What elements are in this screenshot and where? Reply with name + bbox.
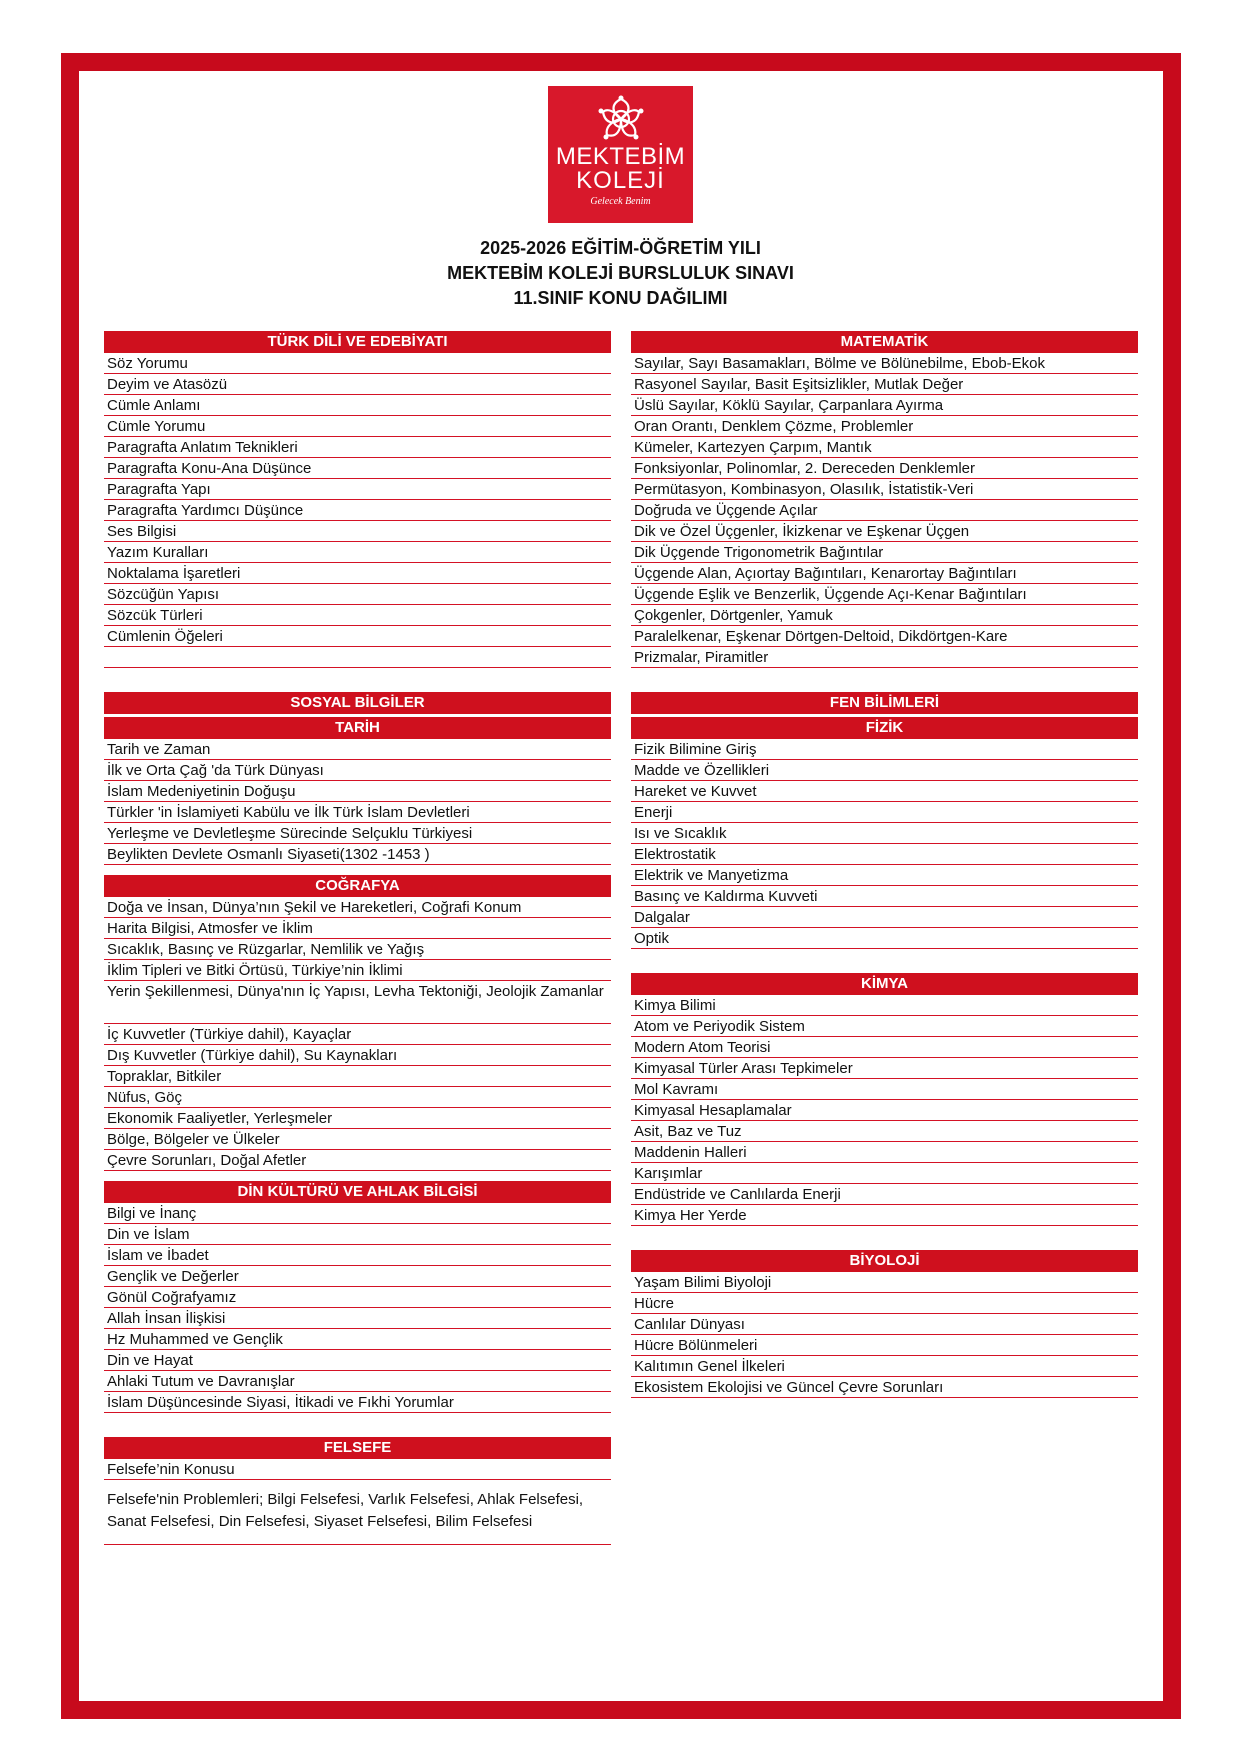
list-item: Gönül Coğrafyamız (104, 1287, 611, 1308)
list-item: Kimyasal Türler Arası Tepkimeler (631, 1058, 1138, 1079)
left-column (104, 331, 611, 1545)
subsection-header-fizik: FİZİK (631, 717, 1138, 739)
list-matematik (631, 353, 1138, 668)
list-item: Üçgende Eşlik ve Benzerlik, Üçgende Açı-Kenar Bağıntıları (631, 584, 1138, 605)
list-item: Ekosistem Ekolojisi ve Güncel Çevre Sorunları (631, 1377, 1138, 1398)
list-tarih (104, 739, 611, 865)
list-item: Paragrafta Anlatım Teknikleri (104, 437, 611, 458)
section-header-sosyal: SOSYAL BİLGİLER (104, 692, 611, 714)
list-item: İslam ve İbadet (104, 1245, 611, 1266)
list-item: Topraklar, Bitkiler (104, 1066, 611, 1087)
list-item: Türkler 'in İslamiyeti Kabülu ve İlk Türk İslam Devletleri (104, 802, 611, 823)
list-item: Üslü Sayılar, Köklü Sayılar, Çarpanlara Ayırma (631, 395, 1138, 416)
list-item: Endüstride ve Canlılarda Enerji (631, 1184, 1138, 1205)
list-felsefe (104, 1459, 611, 1545)
section-header-turk-dili: TÜRK DİLİ VE EDEBİYATI (104, 331, 611, 353)
list-cografya (104, 897, 611, 1171)
list-fizik (631, 739, 1138, 949)
list-item: Hücre Bölünmeleri (631, 1335, 1138, 1356)
list-item: Ekonomik Faaliyetler, Yerleşmeler (104, 1108, 611, 1129)
logo-slogan: Gelecek Benim (590, 196, 651, 207)
list-item: Asit, Baz ve Tuz (631, 1121, 1138, 1142)
list-item: Bilgi ve İnanç (104, 1203, 611, 1224)
list-item: İlk ve Orta Çağ 'da Türk Dünyası (104, 760, 611, 781)
list-item: Deyim ve Atasözü (104, 374, 611, 395)
list-item: Din ve İslam (104, 1224, 611, 1245)
list-item: Fizik Bilimine Giriş (631, 739, 1138, 760)
list-item: Karışımlar (631, 1163, 1138, 1184)
list-item: Prizmalar, Piramitler (631, 647, 1138, 668)
list-item: Sözcüğün Yapısı (104, 584, 611, 605)
list-item: Dış Kuvvetler (Türkiye dahil), Su Kaynakları (104, 1045, 611, 1066)
list-din (104, 1203, 611, 1413)
list-item: Basınç ve Kaldırma Kuvveti (631, 886, 1138, 907)
title-grade: 11.SINIF KONU DAĞILIMI (513, 288, 728, 308)
list-item: Din ve Hayat (104, 1350, 611, 1371)
list-item: Nüfus, Göç (104, 1087, 611, 1108)
list-item: Doğa ve İnsan, Dünya’nın Şekil ve Hareketleri, Coğrafi Konum (104, 897, 611, 918)
list-item: Kimya Her Yerde (631, 1205, 1138, 1226)
list-item: İç Kuvvetler (Türkiye dahil), Kayaçlar (104, 1024, 611, 1045)
section-header-felsefe: FELSEFE (104, 1437, 611, 1459)
list-item: Paragrafta Yapı (104, 479, 611, 500)
list-item: Paragrafta Yardımcı Düşünce (104, 500, 611, 521)
list-item: Harita Bilgisi, Atmosfer ve İklim (104, 918, 611, 939)
list-item: İslam Medeniyetinin Doğuşu (104, 781, 611, 802)
list-item: Tarih ve Zaman (104, 739, 611, 760)
list-item: Çevre Sorunları, Doğal Afetler (104, 1150, 611, 1171)
list-item: Yerin Şekillenmesi, Dünya'nın İç Yapısı, Levha Tektoniği, Jeolojik Zamanlar (104, 981, 611, 1024)
list-item: Sayılar, Sayı Basamakları, Bölme ve Bölünebilme, Ebob-Ekok (631, 353, 1138, 374)
list-item: Ahlaki Tutum ve Davranışlar (104, 1371, 611, 1392)
list-item: Yerleşme ve Devletleşme Sürecinde Selçuklu Türkiyesi (104, 823, 611, 844)
list-item: Çokgenler, Dörtgenler, Yamuk (631, 605, 1138, 626)
list-item: Dalgalar (631, 907, 1138, 928)
list-item: Cümlenin Öğeleri (104, 626, 611, 647)
list-item: Üçgende Alan, Açıortay Bağıntıları, Kenarortay Bağıntıları (631, 563, 1138, 584)
list-turk-dili (104, 353, 611, 668)
title-year: 2025-2026 EĞİTİM-ÖĞRETİM YILI (480, 238, 761, 258)
list-item: Dik Üçgende Trigonometrik Bağıntılar (631, 542, 1138, 563)
list-item: Noktalama İşaretleri (104, 563, 611, 584)
list-item: Fonksiyonlar, Polinomlar, 2. Dereceden Denklemler (631, 458, 1138, 479)
list-item: Hareket ve Kuvvet (631, 781, 1138, 802)
list-item: Paralelkenar, Eşkenar Dörtgen-Deltoid, Dikdörtgen-Kare (631, 626, 1138, 647)
list-item: Paragrafta Konu-Ana Düşünce (104, 458, 611, 479)
list-item: Atom ve Periyodik Sistem (631, 1016, 1138, 1037)
list-biyoloji (631, 1272, 1138, 1398)
list-item: Ses Bilgisi (104, 521, 611, 542)
right-column (631, 331, 1138, 1398)
list-item: Kimya Bilimi (631, 995, 1138, 1016)
list-item: Kalıtımın Genel İlkeleri (631, 1356, 1138, 1377)
subsection-header-cografya: COĞRAFYA (104, 875, 611, 897)
list-item: Gençlik ve Değerler (104, 1266, 611, 1287)
list-item: Felsefe’nin Konusu (104, 1459, 611, 1480)
list-item: Kimyasal Hesaplamalar (631, 1100, 1138, 1121)
list-item: Cümle Anlamı (104, 395, 611, 416)
list-item: Sözcük Türleri (104, 605, 611, 626)
list-item: Elektrik ve Manyetizma (631, 865, 1138, 886)
list-item: Hz Muhammed ve Gençlik (104, 1329, 611, 1350)
list-item: Rasyonel Sayılar, Basit Eşitsizlikler, Mutlak Değer (631, 374, 1138, 395)
subsection-header-biyoloji: BİYOLOJİ (631, 1250, 1138, 1272)
list-item: Söz Yorumu (104, 353, 611, 374)
list-item: Maddenin Halleri (631, 1142, 1138, 1163)
list-item: Isı ve Sıcaklık (631, 823, 1138, 844)
list-item: Doğruda ve Üçgende Açılar (631, 500, 1138, 521)
list-item: Enerji (631, 802, 1138, 823)
section-header-fen: FEN BİLİMLERİ (631, 692, 1138, 714)
list-item (104, 647, 611, 668)
list-item: Dik ve Özel Üçgenler, İkizkenar ve Eşkenar Üçgen (631, 521, 1138, 542)
list-item: Permütasyon, Kombinasyon, Olasılık, İstatistik-Veri (631, 479, 1138, 500)
list-item: Bölge, Bölgeler ve Ülkeler (104, 1129, 611, 1150)
list-item: Yazım Kuralları (104, 542, 611, 563)
subsection-header-kimya: KİMYA (631, 973, 1138, 995)
section-header-matematik: MATEMATİK (631, 331, 1138, 353)
list-item: Mol Kavramı (631, 1079, 1138, 1100)
list-item: Canlılar Dünyası (631, 1314, 1138, 1335)
list-item: Beylikten Devlete Osmanlı Siyaseti(1302 -1453 ) (104, 844, 611, 865)
list-item: Oran Orantı, Denklem Çözme, Problemler (631, 416, 1138, 437)
list-item: Kümeler, Kartezyen Çarpım, Mantık (631, 437, 1138, 458)
list-item: İklim Tipleri ve Bitki Örtüsü, Türkiye’nin İklimi (104, 960, 611, 981)
title-exam: MEKTEBİM KOLEJİ BURSLULUK SINAVI (447, 263, 794, 283)
list-kimya (631, 995, 1138, 1226)
list-item: Elektrostatik (631, 844, 1138, 865)
logo-emblem-icon (595, 94, 647, 144)
section-header-din: DİN KÜLTÜRÜ VE AHLAK BİLGİSİ (104, 1181, 611, 1203)
list-item: Yaşam Bilimi Biyoloji (631, 1272, 1138, 1293)
list-item: Felsefe'nin Problemleri; Bilgi Felsefesi, Varlık Felsefesi, Ahlak Felsefesi, Sanat Felsefesi, Din Felsefesi, Siyaset Felsefesi, Bilim Felsefesi (104, 1480, 611, 1545)
logo-name-line1: MEKTEBİM (555, 143, 686, 170)
list-item: İslam Düşüncesinde Siyasi, İtikadi ve Fıkhi Yorumlar (104, 1392, 611, 1413)
list-item: Optik (631, 928, 1138, 949)
list-item: Allah İnsan İlişkisi (104, 1308, 611, 1329)
list-item: Modern Atom Teorisi (631, 1037, 1138, 1058)
list-item: Sıcaklık, Basınç ve Rüzgarlar, Nemlilik ve Yağış (104, 939, 611, 960)
list-item: Cümle Yorumu (104, 416, 611, 437)
document-titles (0, 236, 1241, 311)
subsection-header-tarih: TARİH (104, 717, 611, 739)
school-logo (548, 86, 693, 223)
list-item: Hücre (631, 1293, 1138, 1314)
logo-name-line2: KOLEJİ (576, 167, 665, 194)
list-item: Madde ve Özellikleri (631, 760, 1138, 781)
